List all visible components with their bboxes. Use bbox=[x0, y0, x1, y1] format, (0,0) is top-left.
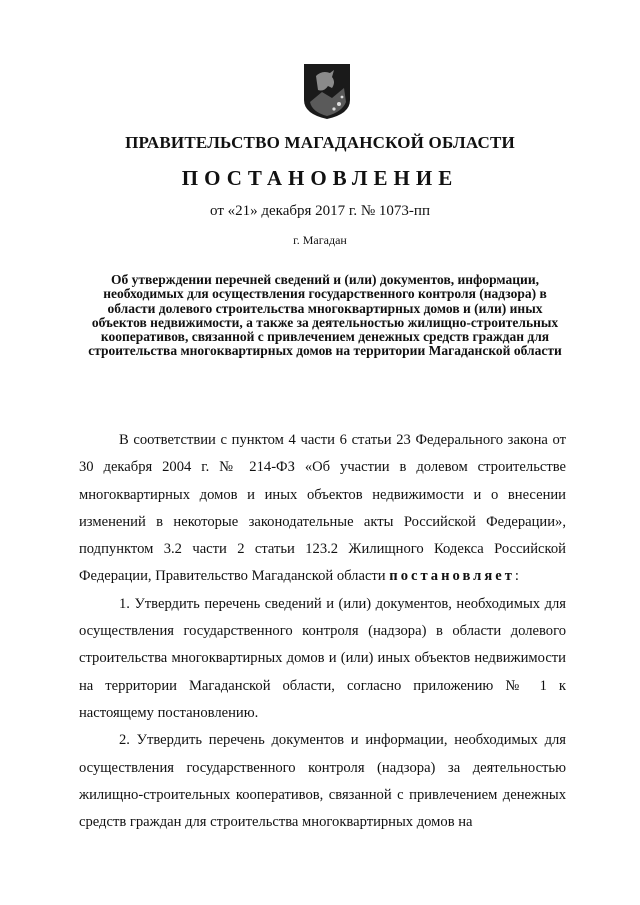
item-2-paragraph: 2. Утвердить перечень документов и информации, необходимых для осуществления государственного контроля (надзора) за деятельностью жилищно-строительных кооперативов, связанной с привлечением денежных средств граждан для строительства многоквартирных домов на bbox=[79, 732, 566, 831]
preamble-paragraph bbox=[79, 427, 566, 591]
decree-date-number: от «21» декабря 2017 г. № 1073-пп bbox=[210, 203, 430, 219]
preamble-text: В соответствии с пунктом 4 части 6 статьи 23 Федерального закона от 30 декабря 2004 г. № 214-ФЗ «Об участии в долевом строительстве многоквартирных домов и иных объектов недвижимости и о внесении изменений в некоторые законодательные акты Российской Федерации», подпунктом 3.2 части 2 статьи 123.2 Жилищного Кодекса Российской Федерации, Правительство Магаданской области bbox=[79, 432, 566, 585]
resolves-keyword: постановляет bbox=[389, 568, 515, 585]
resolves-colon: : bbox=[514, 568, 519, 585]
item-1-paragraph: 1. Утвердить перечень сведений и (или) документов, необходимых для осуществления государственного контроля (надзора) в области долевого строительства многоквартирных домов и (или) иных объектов недвижимости на территории Магаданской области, согласно приложению № 1 к настоящему постановлению. bbox=[79, 595, 566, 721]
document-type: ПОСТАНОВЛЕНИЕ bbox=[181, 166, 459, 190]
government-name: ПРАВИТЕЛЬСТВО МАГАДАНСКОЙ ОБЛАСТИ bbox=[125, 133, 515, 152]
coat-of-arms-emblem bbox=[302, 62, 352, 120]
decree-body bbox=[79, 427, 566, 836]
decree-title: Об утверждении перечней сведений и (или) документов, информации, необходимых для осуществления государственного контроля (надзора) в области долевого строительства многоквартирных домов и (или) иных объектов недвижимости, а также за деятельностью жилищно-строительных кооперативов, связанной с привлечением денежных средств граждан для строительства многоквартирных домов на территории Магаданской области bbox=[88, 272, 562, 359]
issue-city: г. Магадан bbox=[293, 233, 347, 247]
